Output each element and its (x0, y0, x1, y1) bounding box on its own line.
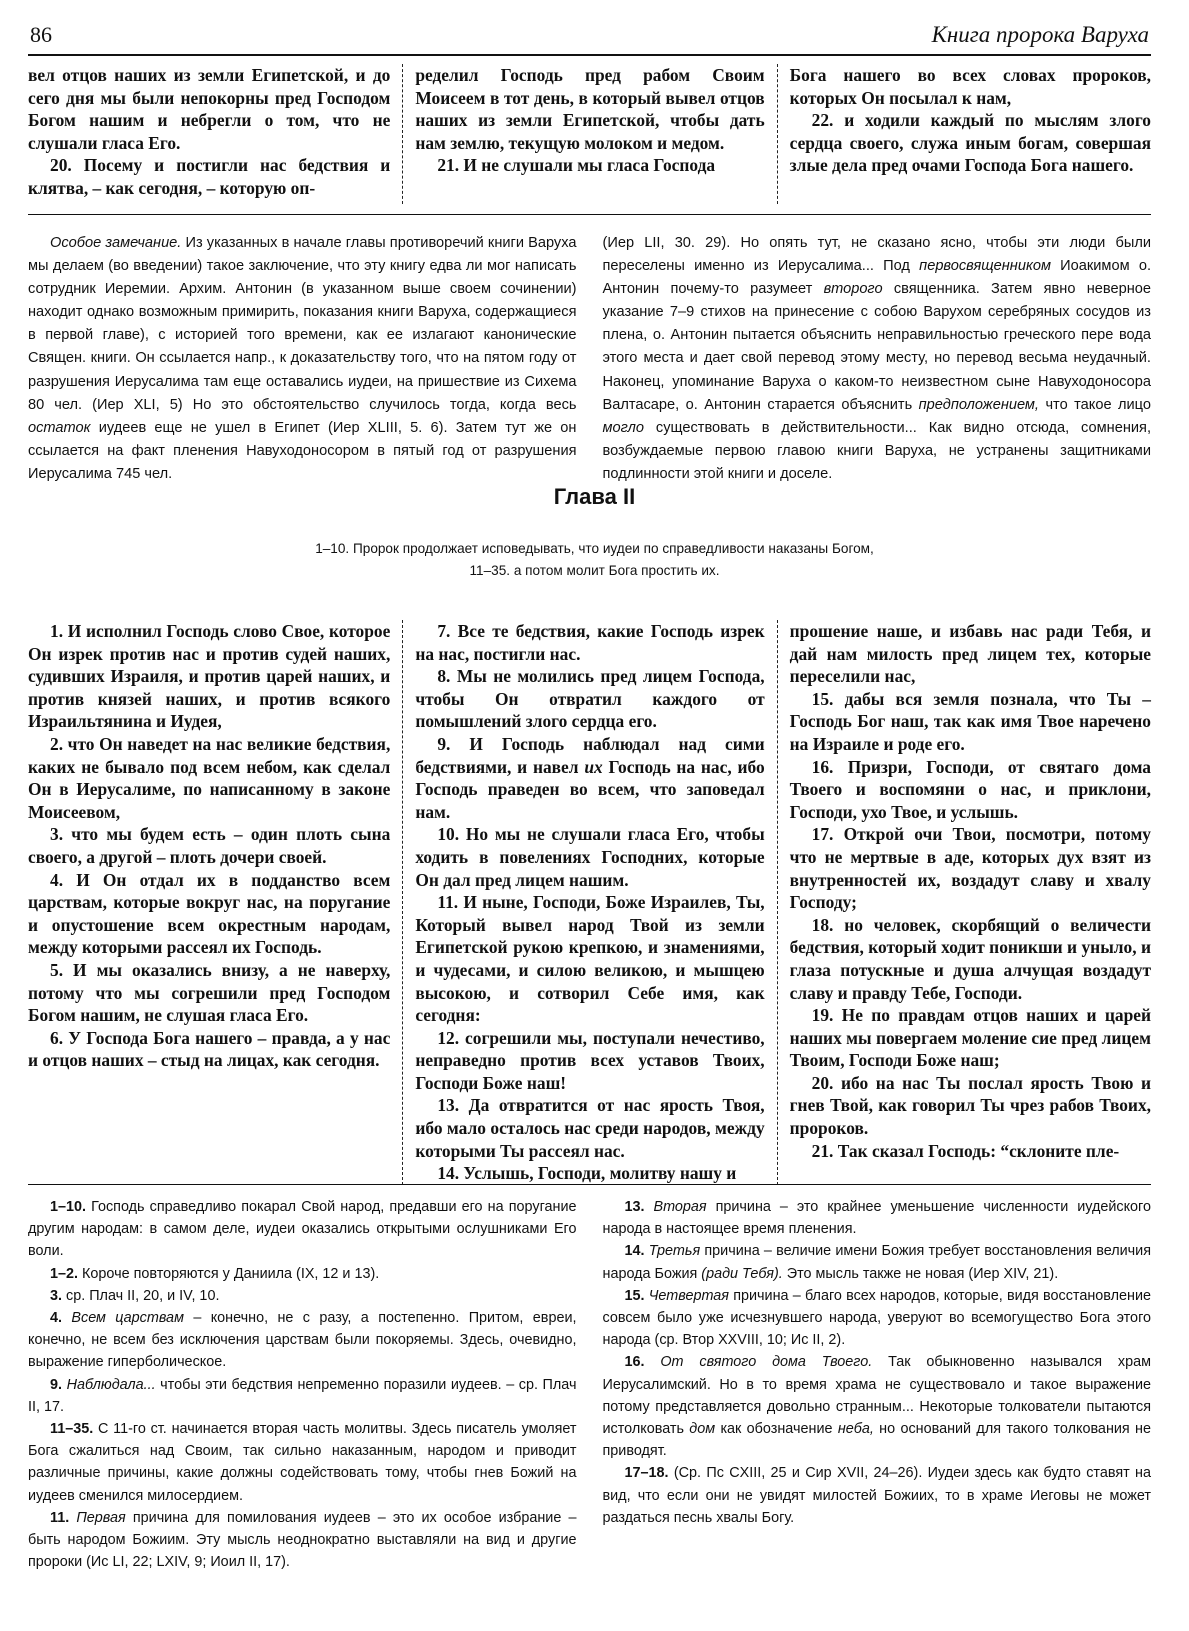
comment-text: Иоакимом о. Антонин почему-то разумеет (602, 258, 1151, 298)
verse: 18. но человек, скорбящий о величести бедствия, который ходит поникши и уныло, и глаза потускные и душа алчущая воздадут славу и правду Тебе, Господи. (789, 914, 1151, 1003)
footnote-text: ср. Плач II, 20, и IV, 10. (62, 1287, 220, 1304)
footnotes-left (28, 1196, 577, 1573)
footnote-ref: 14. (624, 1243, 645, 1260)
footnote-emphasis: (ради Тебя). (701, 1265, 783, 1282)
main-column-3 (777, 620, 1151, 1185)
footnote-text: Это мысль также не новая (Иер XIV, 21). (782, 1265, 1059, 1282)
footnote-emphasis: Вторая (644, 1199, 707, 1215)
verse: 2. что Он наведет на нас великие бедствия, каких не бывало под всем небом, как сделал Он в Иерусалиме, по написанному в законе Моисеевом, (28, 733, 391, 822)
footnote-text: Господь справедливо покарал Свой народ, предавши его на поругание другим народам: в самом деле, иудеи оказались открытыми ослушниками Его воли. (28, 1199, 577, 1260)
verse: 3. что мы будем есть – один плоть сына своего, а другой – плоть дочери своей. (28, 824, 391, 867)
footnote-ref: 11–35. (50, 1421, 94, 1438)
verse (415, 733, 764, 823)
comment-emphasis: могло (602, 419, 645, 436)
comment-text: существовать в действительности... Как видно отсюда, сомнения, возбуждаемые первою главою книги Варуха, не устранены защитниками подлинности этой книги и доселе. (602, 419, 1151, 482)
verse-continuation: Бога нашего во всех словах пророков, которых Он посылал к нам, (789, 65, 1151, 108)
footnote-emphasis: От святого дома Твоего. (644, 1354, 873, 1371)
footnote-ref: 1–10. (50, 1199, 87, 1215)
verse-continuation: вел отцов наших из земли Египетской, и до сего дня мы были непокорны пред Господом Богом нашим и небрегли о том, что не слушали гласа Его. (28, 65, 391, 153)
running-title: Книга пророка Варуха (931, 22, 1149, 47)
footnote-emphasis: Четвертая (644, 1287, 729, 1304)
verse: 10. Но мы не слушали гласа Его, чтобы ходить в повелениях Господних, которые Он дал пред лицем нашим. (415, 824, 765, 890)
verse: 21. И не слушали мы гласа Господа (437, 155, 716, 176)
verse: 22. и ходили каждый по мыслям злого сердца своего, служа иным богам, совершая злые дела пред очами Господа Бога нашего. (789, 110, 1151, 176)
verse-continuation: прошение наше, и избавь нас ради Тебя, и дай нам милость пред лицем тех, которые переселили нас, (789, 621, 1151, 687)
footnote-emphasis: дом (689, 1421, 716, 1438)
footnote (603, 1285, 1152, 1352)
special-comment-left (28, 232, 577, 486)
top-column-2 (402, 64, 776, 204)
comment-text: (Иер LII, 30. 29). Но опять тут, не сказано ясно, чтобы эти люди были переселены именно из Иерусалима... Под (602, 235, 1151, 275)
footnote (603, 1462, 1152, 1529)
comment-emphasis: предположением, (918, 396, 1039, 413)
footnote-ref: 15. (624, 1287, 645, 1304)
footnote-ref: 17–18. (624, 1465, 669, 1482)
footnote (28, 1507, 577, 1574)
verse: 14. Услышь, Господи, молитву нашу и (437, 1163, 737, 1184)
chapter-summary-line: 11–35. а потом молит Бога простить их. (469, 563, 720, 578)
footnote-text: Короче повторяются у Даниила (IX, 12 и 13). (78, 1265, 380, 1282)
footnote (28, 1196, 577, 1263)
verse: 6. У Господа Бога нашего – правда, а у нас и отцов наших – стыд на лицах, как сегодня. (28, 1027, 391, 1071)
verse: 12. согрешили мы, поступали нечестиво, неправедно против всех уставов Твоих, Господи Боже наш! (415, 1027, 765, 1093)
footnote-text: причина – это крайнее уменьшение численности иудейского народа в настоящее время пленения. (602, 1199, 1151, 1238)
top-column-1 (28, 64, 402, 204)
footnote-ref: 9. (50, 1376, 63, 1393)
verse: 8. Мы не молились пред лицем Господа, чтобы Он отвратил каждого от помышлений злого сердца его. (415, 666, 765, 732)
footnote-emphasis: Наблюдала... (62, 1376, 156, 1393)
footnote-ref: 16. (624, 1354, 645, 1371)
footnote-ref: 11. (50, 1509, 70, 1526)
comment-emphasis: первосвященником (919, 258, 1051, 275)
verse: 15. дабы вся земля познала, что Ты – Господь Бог наш, так как имя Твое наречено на Израиле и роде его. (789, 688, 1151, 754)
verse: 7. Все те бедствия, какие Господь изрек на нас, постигли нас. (415, 621, 765, 664)
main-column-1 (28, 620, 402, 1185)
chapter-summary (200, 538, 989, 582)
footnote (28, 1307, 577, 1374)
top-verse-columns (28, 64, 1151, 204)
footnotes-divider (28, 1184, 1151, 1185)
footnote-text: причина для помилования иудеев – это их особое избрание – быть народом Божиим. Эту мысль неоднократно выставляли на вид и другие пророки (Ис LI, 22; LXIV, 9; Иоил II, 17). (28, 1509, 577, 1571)
comment-emphasis: второго (823, 281, 883, 298)
verse: 21. Так сказал Господь: “склоните пле- (811, 1140, 1120, 1161)
footnote (603, 1351, 1152, 1462)
footnote-emphasis: Третья (644, 1243, 701, 1260)
comment-label: Особое замечание. (50, 235, 182, 251)
footnote-ref: 3. (50, 1287, 63, 1304)
footnote (603, 1240, 1152, 1284)
footnote-text: (Ср. Пс CXIII, 25 и Сир XVII, 24–26). Иудеи здесь как будто ставят на вид, что если они не увидят милостей Божиих, то в храме Иеговы не может раздаться песнь хвалы Богу. (602, 1465, 1151, 1526)
footnote (28, 1418, 577, 1507)
footnote-ref: 1–2. (50, 1265, 79, 1282)
footnotes (28, 1196, 1151, 1573)
verse: 13. Да отвратится от нас ярость Твоя, ибо мало осталось нас среди народов, между которыми Ты рассеял нас. (415, 1095, 765, 1161)
footnote-ref: 4. (50, 1310, 63, 1327)
footnote-emphasis: Всем царствам (62, 1310, 184, 1327)
comment-text: Из указанных в начале главы противоречий книги Варуха мы делаем (во введении) такое заключение, что эту книгу едва ли мог написать сотрудник Иеремии. Архим. Антонин (в указанном выше своем сочинении) находит однако возможным примирить, показания книги Варуха, содержащиеся в первой главе), с историей того времени, как ее излагают канонические Священ. книги. Он ссылается напр., к доказательству того, что на пятом году от разрушения Иерусалима там еще оставались иудеи, на пришествие из Сихема 80 чел. (Иер XLI, 5) Но это обстоятельство случилось тогда, когда весь (28, 235, 577, 413)
footnote-text: причина – величие имени Божия требует восстановления величия народа Божия (602, 1243, 1151, 1282)
comment-text: священника. Затем явно неверное указание 7–9 стихов на принесение с собою Варухом серебряных сосудов из плена, о. Антонин пытается объяснить неправильностью греческого пере вода этого места и дает свой перевод этому месту, но перевод весьма неудачный. Наконец, упоминание Варуха о каком-то неизвестном сыне Навуходоносора Валтасаре, о. Антонин старается объяснить (602, 281, 1152, 413)
page-number: 86 (30, 22, 52, 47)
footnote (28, 1263, 577, 1285)
footnote-text: но оснований для такого толкования не приводят. (602, 1421, 1151, 1460)
top-column-3 (777, 64, 1151, 204)
main-column-2 (402, 620, 776, 1185)
footnote-text: – конечно, не с разу, а постепенно. Притом, евреи, конечно, не всем без исключения царствам были покоряемы. Здесь, очевидно, выражение гиперболическое. (28, 1310, 577, 1371)
verse: 5. И мы оказались внизу, а не наверху, потому что мы согрешили пред Господом Богом нашим, не слушая гласа Его. (28, 959, 391, 1026)
verse: 19. Не по правдам отцов наших и царей наших мы повергаем моление сие пред лицем Твоим, Господи Боже наш; (789, 1005, 1151, 1071)
footnote-text: Так обыкновенно назывался храм Иерусалимский. Но в то время храма не существовало и такое выражение потому представляется довольно странным... Некоторые толкователи пытаются истолковать (602, 1354, 1152, 1438)
special-comment-right (603, 232, 1152, 486)
footnote-text: чтобы эти бедствия непременно поразили иудеев. – ср. Плач II, 17. (28, 1376, 577, 1415)
section-divider (28, 214, 1151, 215)
comment-text: что такое лицо (1039, 396, 1151, 413)
chapter-title: Глава II (553, 484, 636, 509)
verse-text: Господь на нас, ибо Господь праведен во всем, что заповедал нам. (415, 756, 765, 822)
verse: 11. И ныне, Господи, Боже Израилев, Ты, Который вывел народ Твой из земли Египетской рукою крепкою, и знамениями, и чудесами, и силою великою, и мышцею высокою, и сотворил Себе имя, как сегодня: (415, 892, 765, 1026)
footnote-text: причина – благо всех народов, которые, видя восстановление совсем было уже исчезнувшего народа, уверуют во всемогущество Бога этого народа (ср. Втор XXVIII, 10; Ис II, 2). (602, 1287, 1151, 1349)
chapter-summary-line: 1–10. Пророк продолжает исповедывать, что иудеи по справедливости наказаны Богом, (315, 541, 874, 556)
verse: 4. И Он отдал их в подданство всем царствам, которые вокруг нас, на поругание и опустошение всем окрестным народам, между которыми рассеял их Господь. (28, 869, 391, 958)
footnotes-right (603, 1196, 1152, 1573)
verse: 16. Призри, Господи, от святаго дома Твоего и воспомяни о нас, и приклони, Господи, ухо Твое, и услышь. (789, 756, 1151, 822)
verse-text: 9. И Господь наблюдал над сими бедствиями, и навел (415, 733, 765, 777)
main-verse-columns (28, 620, 1151, 1184)
verse: 17. Открой очи Твои, посмотри, потому что не мертвые в аде, которых дух взят из внутренностей их, воздадут славу и хвалу Господу; (789, 824, 1151, 913)
page-header (28, 20, 1151, 56)
verse-continuation: ределил Господь пред рабом Своим Моисеем в тот день, в который вывел отцов наших из земли Египетской, чтобы дать нам землю, текущую молоком и медом. (415, 65, 765, 153)
verse: 1. И исполнил Господь слово Свое, которое Он изрек против нас и против судей наших, судивших Израиля, и против царей наших, и против князей наших, и против всякого Израильтянина и Иудея, (28, 621, 391, 732)
verse: 20. ибо на нас Ты послал ярость Твою и гнев Твой, как говорил Ты чрез рабов Твоих, пророков. (789, 1072, 1151, 1139)
verse-emphasis: их (584, 756, 603, 777)
footnote-emphasis: Первая (69, 1509, 126, 1526)
footnote-ref: 13. (624, 1199, 645, 1215)
footnote-emphasis: неба, (837, 1421, 874, 1438)
footnote (28, 1374, 577, 1418)
footnote (28, 1285, 577, 1307)
footnote-text: как обозначение (715, 1421, 838, 1438)
verse: 20. Посему и постигли нас бедствия и клятва, – как сегодня, – которую оп- (28, 155, 391, 198)
footnote-text: С 11-го ст. начинается вторая часть молитвы. Здесь писатель умоляет Бога сжалиться над Своим, так сильно наказанным, народом и приводит различные причины, какие должны содействовать тому, чтобы гнев Божий на иудеев сменился милосердием. (28, 1421, 577, 1504)
special-comment (28, 232, 1151, 486)
comment-emphasis: остаток (28, 419, 91, 436)
footnote (603, 1196, 1152, 1240)
comment-text: иудеев еще не ушел в Египет (Иер XLIII, 5. 6). Затем тут же он ссылается на факт пленения Навуходоносором в пятый год от разрушения Иерусалима 745 чел. (28, 419, 577, 482)
